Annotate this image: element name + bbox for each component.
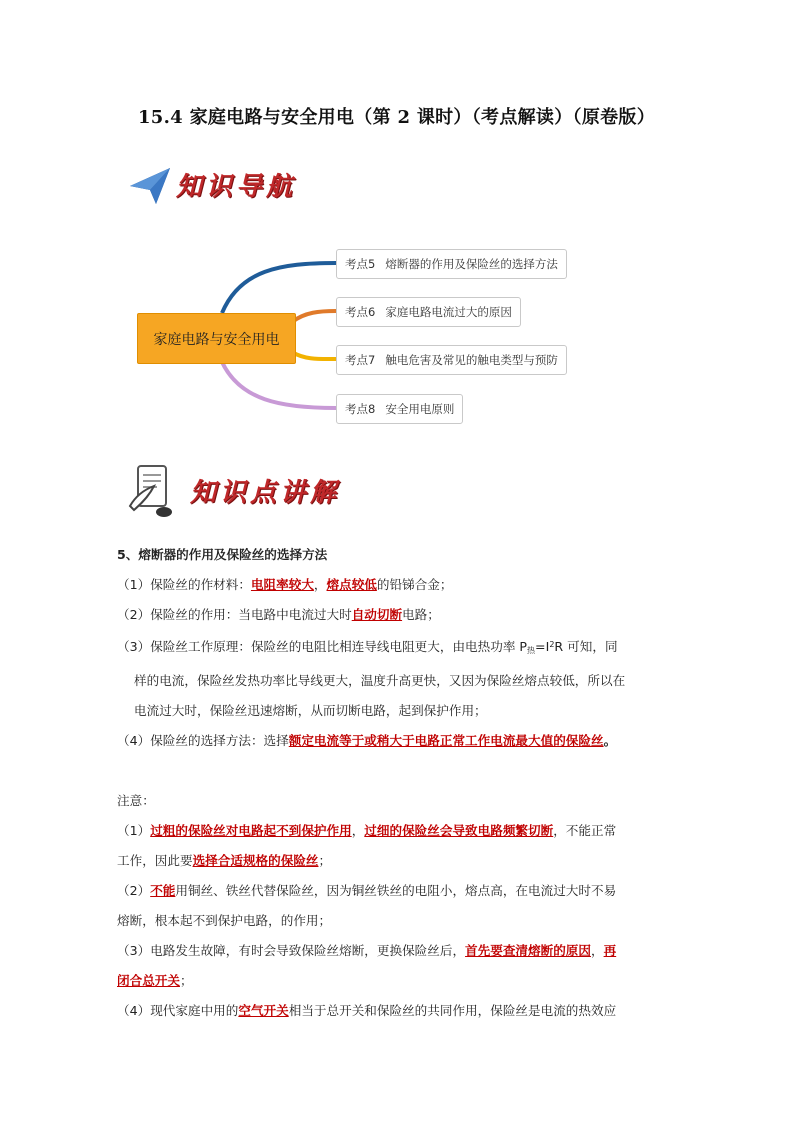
highlight: 首先要查清熔断的原因 xyxy=(465,943,591,958)
highlight: 电阻率较大 xyxy=(250,577,314,592)
section-content xyxy=(117,540,687,1026)
knowledge-explanation-banner xyxy=(124,462,354,512)
highlight: 不能 xyxy=(150,883,176,898)
highlight: 再 xyxy=(603,943,617,958)
scroll-quill-icon xyxy=(124,462,178,520)
banner-title: 知识导航 xyxy=(176,172,297,202)
node-label: 安全用电原则 xyxy=(385,402,455,416)
node-label: 触电危害及常见的触电类型与预防 xyxy=(385,353,558,367)
note-2-line-1: （2）不能用铜丝、铁丝代替保险丝，因为铜丝铁丝的电阻小，熔点高，在电流过大时不易 xyxy=(117,883,617,898)
note-1-line-1: （1）过粗的保险丝对电路起不到保护作用，过细的保险丝会导致电路频繁切断，不能正常 xyxy=(117,823,617,838)
node-tag: 考点8 xyxy=(345,402,376,416)
note-heading: 注意： xyxy=(117,793,155,808)
note-2-line-2: 熔断，根本起不到保护电路，的作用； xyxy=(117,913,332,928)
note-1-line-2: 工作，因此要选择合适规格的保险丝； xyxy=(117,853,332,868)
node-label: 熔断器的作用及保险丝的选择方法 xyxy=(385,257,558,271)
note-4-line-1: （4）现代家庭中用的空气开关相当于总开关和保险丝的共同作用，保险丝是电流的热效应 xyxy=(117,1003,617,1018)
point-4: （4）保险丝的选择方法：选择额定电流等于或稍大于电路正常工作电流最大值的保险丝。 xyxy=(117,733,617,748)
highlight: 自动切断 xyxy=(351,607,403,622)
highlight: 闭合总开关 xyxy=(117,973,180,988)
page-title: 15.4 家庭电路与安全用电（第 2 课时）（考点解读）（原卷版） xyxy=(137,107,656,128)
mindmap-node-8 xyxy=(336,394,463,424)
highlight: 空气开关 xyxy=(238,1003,289,1018)
point-3-line-1: （3）保险丝工作原理：保险丝的电阻比相连导线电阻更大，由电热功率 $P_热=I^2R$ 可知，同 xyxy=(117,639,618,655)
highlight: 过细的保险丝会导致电路频繁切断 xyxy=(364,823,554,838)
section-heading: 5、熔断器的作用及保险丝的选择方法 xyxy=(117,547,328,562)
point-3-line-3: 电流过大时，保险丝迅速熔断，从而切断电路，起到保护作用； xyxy=(134,703,487,718)
highlight: 过粗的保险丝对电路起不到保护作用 xyxy=(150,823,352,838)
mindmap-node-6 xyxy=(336,297,521,327)
node-tag: 考点5 xyxy=(345,257,376,271)
point-3-line-2: 样的电流，保险丝发热功率比导线更大，温度升高更快，又因为保险丝熔点较低，所以在 xyxy=(134,673,626,688)
node-tag: 考点7 xyxy=(345,353,376,367)
mindmap-node-7 xyxy=(336,345,567,375)
note-3-line-2: 闭合总开关； xyxy=(117,973,193,988)
highlight: 选择合适规格的保险丝 xyxy=(192,853,319,868)
mindmap-root: 家庭电路与安全用电 xyxy=(137,313,296,364)
knowledge-navigation-banner xyxy=(124,160,304,210)
note-3-line-1: （3）电路发生故障，有时会导致保险丝熔断，更换保险丝后，首先要查清熔断的原因，再 xyxy=(117,943,617,958)
banner-title: 知识点讲解 xyxy=(190,478,341,508)
point-2: （2）保险丝的作用：当电路中电流过大时自动切断电路； xyxy=(117,607,440,622)
node-label: 家庭电路电流过大的原因 xyxy=(385,305,512,319)
paper-plane-icon xyxy=(126,164,174,208)
mindmap-node-5 xyxy=(336,249,567,279)
point-1: （1）保险丝的作材料：电阻率较大，熔点较低的铅锑合金； xyxy=(117,577,453,592)
node-tag: 考点6 xyxy=(345,305,376,319)
highlight: 额定电流等于或稍大于电路正常工作电流最大值的保险丝 xyxy=(288,733,604,748)
highlight: 熔点较低 xyxy=(326,577,377,592)
